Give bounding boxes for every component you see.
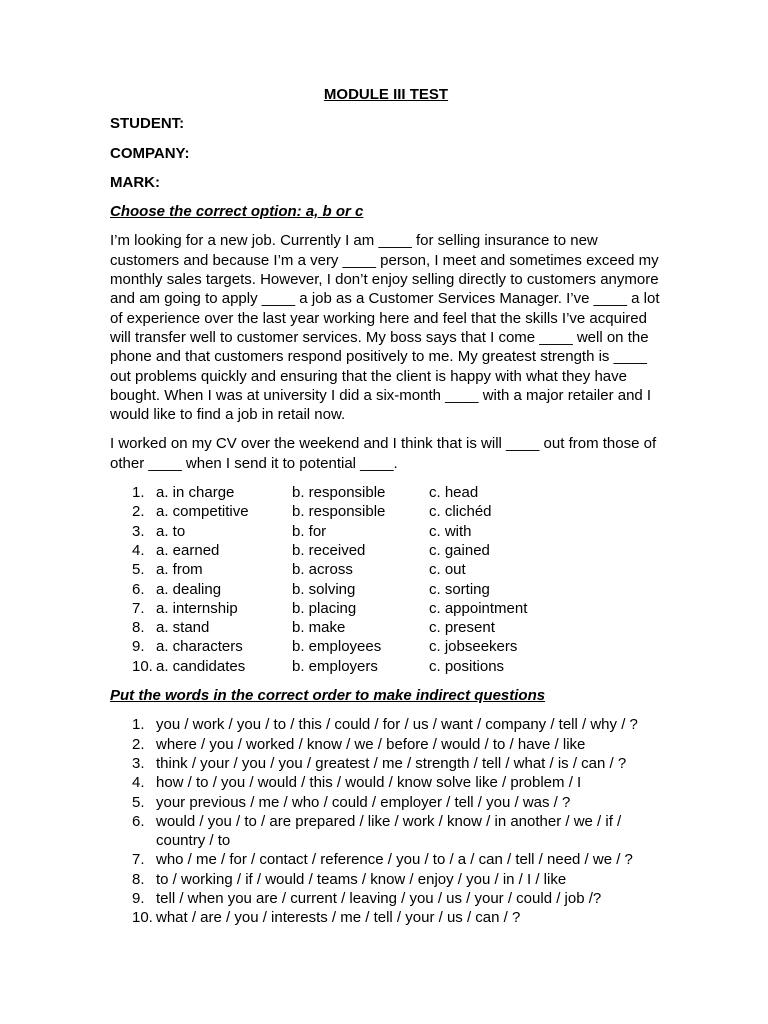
item-text: where / you / worked / know / we / before / would / to / have / like bbox=[156, 735, 586, 753]
options-row bbox=[110, 502, 662, 521]
word-order-item bbox=[110, 715, 662, 734]
word-order-list bbox=[110, 715, 662, 927]
options-row bbox=[110, 522, 662, 541]
option-b: b. responsible bbox=[292, 503, 386, 521]
item-text: think / your / you / you / greatest / me / strength / tell / what / is / can / ? bbox=[156, 754, 627, 772]
options-row bbox=[110, 637, 662, 656]
word-order-item bbox=[110, 908, 662, 927]
option-b: b. across bbox=[292, 561, 353, 579]
option-c: c. present bbox=[429, 619, 495, 637]
option-a: a. from bbox=[156, 561, 203, 579]
item-number: 6. bbox=[132, 580, 145, 598]
item-number: 6. bbox=[132, 812, 145, 830]
options-row bbox=[110, 483, 662, 502]
item-text: how / to / you / would / this / would / know solve like / problem / I bbox=[156, 774, 582, 792]
item-number: 5. bbox=[132, 793, 145, 811]
option-c: c. sorting bbox=[429, 580, 490, 598]
company-field: COMPANY: bbox=[110, 144, 190, 162]
item-number: 2. bbox=[132, 503, 145, 521]
item-text: your previous / me / who / could / employer / tell / you / was / ? bbox=[156, 793, 571, 811]
page-title: MODULE III TEST bbox=[323, 86, 449, 103]
options-row bbox=[110, 580, 662, 599]
section1-paragraph-1: I’m looking for a new job. Currently I am ____ for selling insurance to new customers and because I’m a very ____ person, I meet and sometimes exceed my monthly sales targets. However, I don’t enjoy selling directly to customers anymore and am going to apply ____ a job as a Customer Services Manager. I’ve ____ a lot of experience over the last year working here and feel that the skills I’ve acquired will transfer well to customer services. My boss says that I come ____ well on the phone and that customers respond positively to me. My greatest strength is ____ out problems quickly and ensuring that the client is happy with what they have bought. When I was at university I did a six-month ____ with a major retailer and I would like to find a job in retail now. bbox=[110, 232, 660, 424]
option-b: b. responsible bbox=[292, 484, 386, 502]
option-c: c. with bbox=[429, 522, 472, 540]
item-text: who / me / for / contact / reference / you / to / a / can / tell / need / we / ? bbox=[156, 851, 633, 869]
word-order-item bbox=[110, 812, 662, 851]
option-c: c. positions bbox=[429, 657, 505, 675]
word-order-item bbox=[110, 735, 662, 754]
option-a: a. in charge bbox=[156, 484, 235, 502]
word-order-item bbox=[110, 793, 662, 812]
options-row bbox=[110, 599, 662, 618]
item-number: 5. bbox=[132, 561, 145, 579]
item-number: 10. bbox=[132, 909, 153, 927]
section1-instruction: Choose the correct option: a, b or c bbox=[110, 203, 364, 221]
word-order-item bbox=[110, 773, 662, 792]
student-field: STUDENT: bbox=[110, 115, 185, 133]
options-row bbox=[110, 560, 662, 579]
item-number: 8. bbox=[132, 870, 145, 888]
option-a: a. internship bbox=[156, 599, 238, 617]
item-text: would / you / to / are prepared / like / work / know / in another / we / if / country / to bbox=[156, 812, 622, 850]
section2-instruction: Put the words in the correct order to make indirect questions bbox=[110, 687, 546, 705]
mark-field: MARK: bbox=[110, 173, 160, 191]
option-c: c. head bbox=[429, 484, 479, 502]
option-a: a. to bbox=[156, 522, 186, 540]
option-c: c. gained bbox=[429, 541, 490, 559]
item-number: 9. bbox=[132, 889, 145, 907]
option-b: b. solving bbox=[292, 580, 356, 598]
option-c: c. out bbox=[429, 561, 466, 579]
item-number: 7. bbox=[132, 851, 145, 869]
word-order-item bbox=[110, 889, 662, 908]
item-number: 3. bbox=[132, 522, 145, 540]
option-a: a. stand bbox=[156, 619, 210, 637]
option-b: b. placing bbox=[292, 599, 357, 617]
options-row bbox=[110, 541, 662, 560]
item-text: you / work / you / to / this / could / for / us / want / company / tell / why / ? bbox=[156, 716, 638, 734]
item-text: what / are / you / interests / me / tell / your / us / can / ? bbox=[156, 909, 521, 927]
option-a: a. characters bbox=[156, 638, 243, 656]
option-b: b. employees bbox=[292, 638, 382, 656]
option-a: a. earned bbox=[156, 541, 220, 559]
option-c: c. appointment bbox=[429, 599, 528, 617]
option-a: a. competitive bbox=[156, 503, 249, 521]
option-a: a. dealing bbox=[156, 580, 222, 598]
option-c: c. clichéd bbox=[429, 503, 492, 521]
item-number: 9. bbox=[132, 638, 145, 656]
item-text: to / working / if / would / teams / know / enjoy / you / in / I / like bbox=[156, 870, 567, 888]
options-list bbox=[110, 483, 662, 676]
word-order-item bbox=[110, 870, 662, 889]
item-number: 2. bbox=[132, 735, 145, 753]
option-b: b. employers bbox=[292, 657, 378, 675]
item-text: tell / when you are / current / leaving / you / us / your / could / job /? bbox=[156, 889, 602, 907]
item-number: 7. bbox=[132, 599, 145, 617]
options-row bbox=[110, 618, 662, 637]
word-order-item bbox=[110, 754, 662, 773]
item-number: 4. bbox=[132, 541, 145, 559]
option-b: b. received bbox=[292, 541, 366, 559]
item-number: 10. bbox=[132, 657, 153, 675]
item-number: 3. bbox=[132, 754, 145, 772]
item-number: 1. bbox=[132, 716, 145, 734]
word-order-item bbox=[110, 850, 662, 869]
section1-paragraph-2: I worked on my CV over the weekend and I think that is will ____ out from those of other ____ when I send it to potential ____. bbox=[110, 435, 657, 472]
item-number: 4. bbox=[132, 774, 145, 792]
item-number: 1. bbox=[132, 484, 145, 502]
document-content bbox=[110, 85, 662, 938]
option-b: b. make bbox=[292, 619, 346, 637]
options-row bbox=[110, 657, 662, 676]
option-b: b. for bbox=[292, 522, 327, 540]
option-a: a. candidates bbox=[156, 657, 246, 675]
item-number: 8. bbox=[132, 619, 145, 637]
option-c: c. jobseekers bbox=[429, 638, 518, 656]
